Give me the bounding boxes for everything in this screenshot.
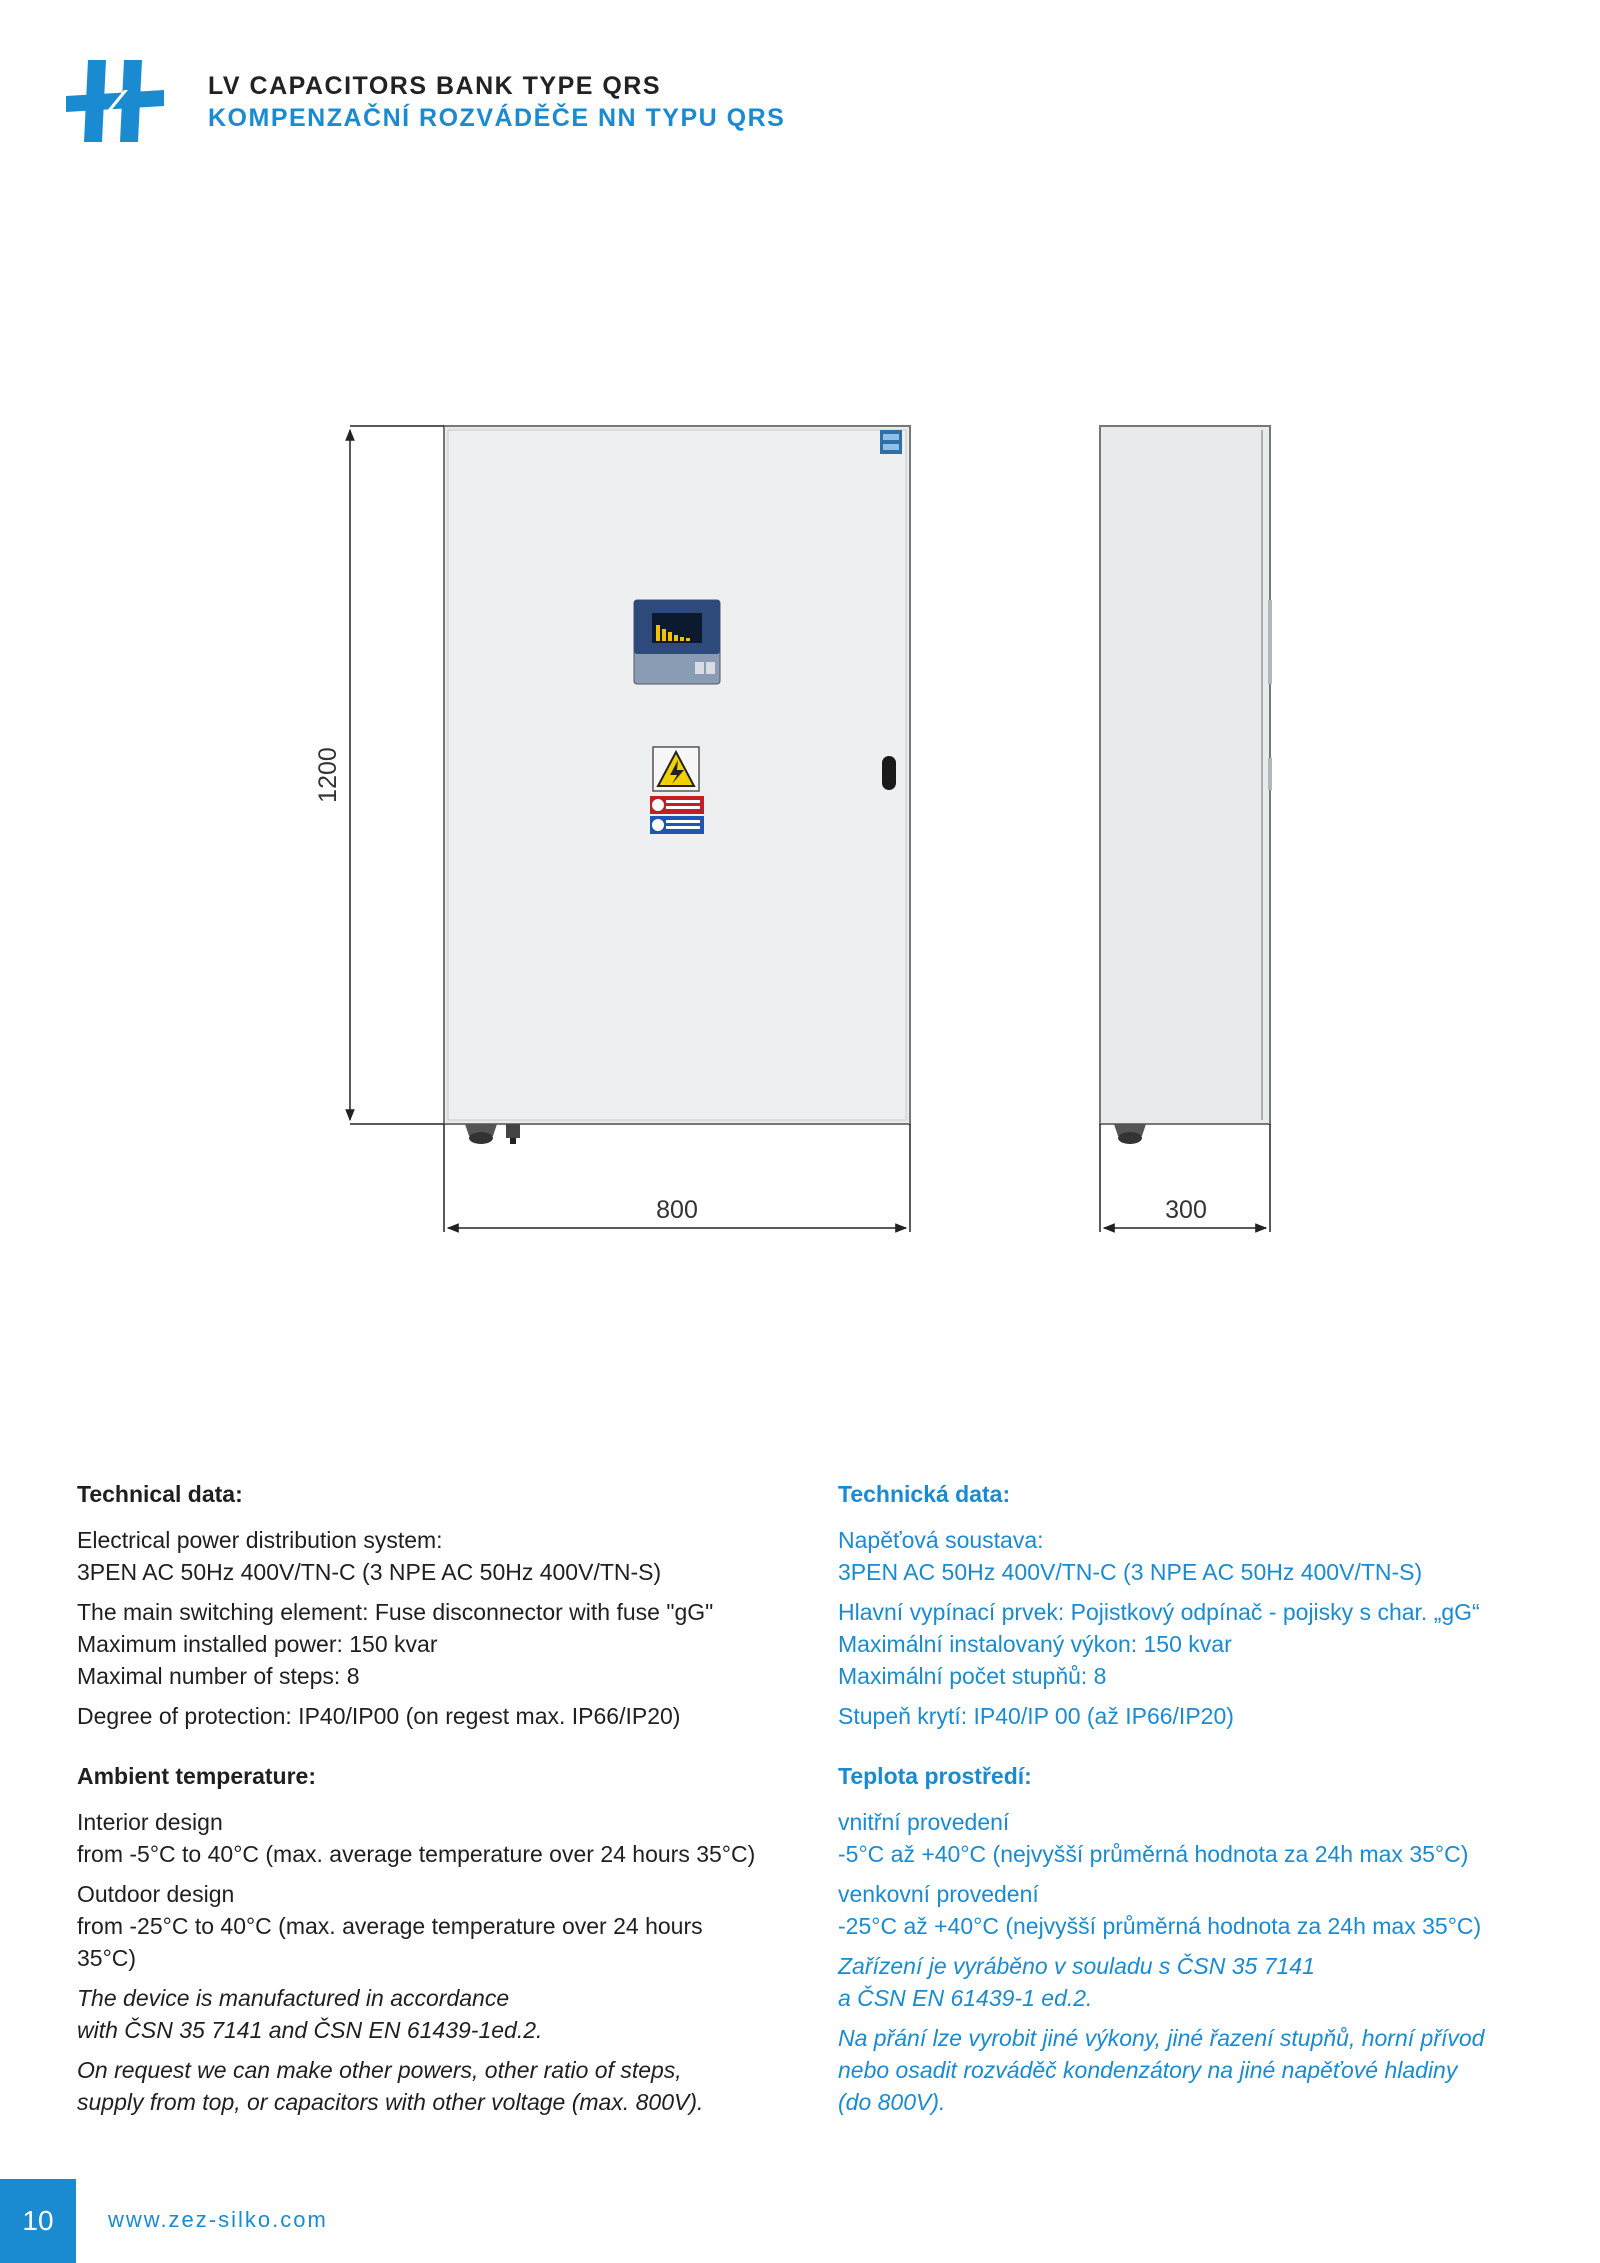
vnitrni-provedeni-label: vnitřní provedení	[838, 1809, 1010, 1835]
company-logo-icon	[66, 60, 164, 142]
english-column	[77, 1478, 777, 2126]
outdoor-design-range: from -25°C to 40°C (max. average temperature over 24 hours	[77, 1913, 703, 1939]
stupen-kryti-text: Stupeň krytí: IP40/IP 00 (až IP66/IP20)	[838, 1703, 1234, 1729]
max-stupnu-text: Maximální počet stupňů: 8	[838, 1663, 1107, 1689]
interior-design-label: Interior design	[77, 1809, 223, 1835]
standards-note: The device is manufactured in accordance	[77, 1985, 510, 2011]
document-title: LV CAPACITORS BANK TYPE QRS	[208, 72, 662, 100]
main-switch-text: The main switching element: Fuse disconnector with fuse "gG"	[77, 1599, 714, 1625]
width-dimension-label: 800	[656, 1196, 698, 1224]
height-dimension-label: 1200	[314, 747, 342, 803]
na-prani-poznamka: Na přání lze vyrobit jiné výkony, jiné řazení stupňů, horní přívod	[838, 2025, 1485, 2051]
max-steps-text: Maximal number of steps: 8	[77, 1663, 360, 1689]
outdoor-design-range-cont: 35°C)	[77, 1945, 137, 1971]
distribution-system-label: Electrical power distribution system:	[77, 1527, 443, 1553]
technical-data-heading: Technical data:	[77, 1481, 243, 1507]
interior-design-range: from -5°C to 40°C (max. average temperature over 24 hours 35°C)	[77, 1841, 756, 1867]
na-prani-poznamka-end: (do 800V).	[838, 2089, 946, 2115]
depth-dimension-label: 300	[1165, 1196, 1207, 1224]
napetova-soustava-value: 3PEN AC 50Hz 400V/TN-C (3 NPE AC 50Hz 400V/TN-S)	[838, 1559, 1423, 1585]
normy-poznamka: Zařízení je vyráběno v souladu s ČSN 35 7141	[838, 1953, 1315, 1979]
distribution-system-value: 3PEN AC 50Hz 400V/TN-C (3 NPE AC 50Hz 400V/TN-S)	[77, 1559, 662, 1585]
venkovni-provedeni-label: venkovní provedení	[838, 1881, 1039, 1907]
max-vykon-text: Maximální instalovaný výkon: 150 kvar	[838, 1631, 1232, 1657]
teplota-prostredi-heading: Teplota prostředí:	[838, 1763, 1032, 1789]
napetova-soustava-label: Napěťová soustava:	[838, 1527, 1044, 1553]
outdoor-design-label: Outdoor design	[77, 1881, 235, 1907]
na-prani-poznamka-cont: nebo osadit rozváděč kondenzátory na jiné napěťové hladiny	[838, 2057, 1458, 2083]
request-note-cont: supply from top, or capacitors with other voltage (max. 800V).	[77, 2089, 704, 2115]
front-view	[444, 426, 910, 1144]
venkovni-provedeni-range: -25°C až +40°C (nejvyšší průměrná hodnota za 24h max 35°C)	[838, 1913, 1482, 1939]
hlavni-vypinac-text: Hlavní vypínací prvek: Pojistkový odpínač - pojisky s char. „gG“	[838, 1599, 1480, 1625]
website-link[interactable]: www.zez-silko.com	[108, 2207, 328, 2232]
request-note: On request we can make other powers, other ratio of steps,	[77, 2057, 682, 2083]
page-number: 10	[0, 2179, 76, 2263]
side-view	[1100, 426, 1272, 1144]
normy-poznamka-cont: a ČSN EN 61439-1 ed.2.	[838, 1985, 1093, 2011]
czech-column	[838, 1478, 1538, 2126]
max-power-text: Maximum installed power: 150 kvar	[77, 1631, 438, 1657]
document-subtitle: KOMPENZAČNÍ ROZVÁDĚČE NN TYPU QRS	[208, 104, 786, 132]
cabinet-drawing	[300, 400, 1300, 1280]
vnitrni-provedeni-range: -5°C až +40°C (nejvyšší průměrná hodnota za 24h max 35°C)	[838, 1841, 1469, 1867]
technicka-data-heading: Technická data:	[838, 1481, 1011, 1507]
standards-note-cont: with ČSN 35 7141 and ČSN EN 61439-1ed.2.	[77, 2017, 543, 2043]
ambient-temperature-heading: Ambient temperature:	[77, 1763, 316, 1789]
protection-text: Degree of protection: IP40/IP00 (on regest max. IP66/IP20)	[77, 1703, 681, 1729]
